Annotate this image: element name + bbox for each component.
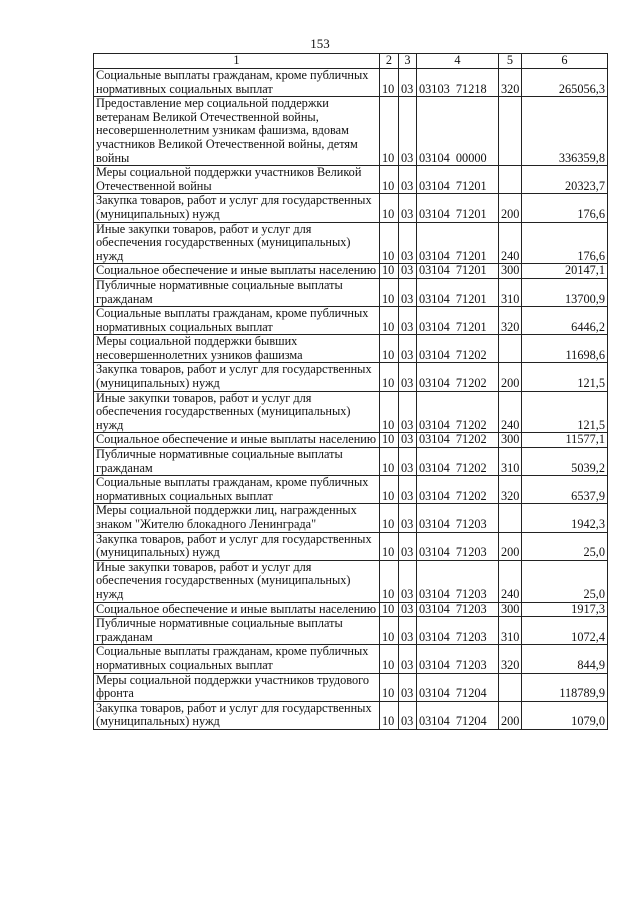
row-amount: 11698,6 (522, 335, 608, 363)
row-subsection: 03 (399, 194, 417, 222)
row-amount: 1072,4 (522, 617, 608, 645)
row-amount: 121,5 (522, 391, 608, 433)
row-expense-type: 200 (499, 363, 522, 391)
table-row (94, 560, 608, 602)
row-section: 10 (380, 97, 399, 166)
row-name: Социальные выплаты гражданам, кроме публичных нормативных социальных выплат (94, 69, 380, 97)
row-target-article: 03104 71201 (417, 264, 499, 279)
row-target-article: 03104 71201 (417, 307, 499, 335)
row-expense-type: 200 (499, 701, 522, 729)
row-section: 10 (380, 391, 399, 433)
row-subsection: 03 (399, 504, 417, 532)
row-amount: 1079,0 (522, 701, 608, 729)
column-header: 6 (522, 54, 608, 69)
row-name: Закупка товаров, работ и услуг для государственных (муниципальных) нужд (94, 363, 380, 391)
row-target-article: 03104 71204 (417, 673, 499, 701)
row-target-article: 03104 71201 (417, 166, 499, 194)
row-section: 10 (380, 645, 399, 673)
row-expense-type: 310 (499, 617, 522, 645)
row-section: 10 (380, 602, 399, 617)
row-amount: 176,6 (522, 222, 608, 264)
row-target-article: 03104 71202 (417, 335, 499, 363)
row-section: 10 (380, 264, 399, 279)
row-amount: 844,9 (522, 645, 608, 673)
table-row (94, 673, 608, 701)
row-amount: 25,0 (522, 560, 608, 602)
row-subsection: 03 (399, 166, 417, 194)
row-section: 10 (380, 673, 399, 701)
row-section: 10 (380, 222, 399, 264)
row-expense-type: 320 (499, 645, 522, 673)
row-subsection: 03 (399, 363, 417, 391)
table-row (94, 504, 608, 532)
row-target-article: 03104 71202 (417, 448, 499, 476)
row-target-article: 03104 71204 (417, 701, 499, 729)
row-section: 10 (380, 448, 399, 476)
row-target-article: 03104 71202 (417, 476, 499, 504)
row-expense-type (499, 166, 522, 194)
row-name: Социальные выплаты гражданам, кроме публичных нормативных социальных выплат (94, 307, 380, 335)
row-expense-type (499, 673, 522, 701)
row-subsection: 03 (399, 476, 417, 504)
row-section: 10 (380, 307, 399, 335)
table-header-row (94, 54, 608, 69)
column-header: 4 (417, 54, 499, 69)
row-section: 10 (380, 560, 399, 602)
row-expense-type: 320 (499, 476, 522, 504)
row-section: 10 (380, 69, 399, 97)
row-name: Закупка товаров, работ и услуг для государственных (муниципальных) нужд (94, 194, 380, 222)
row-subsection: 03 (399, 673, 417, 701)
row-amount: 6446,2 (522, 307, 608, 335)
row-name: Социальное обеспечение и иные выплаты населению (94, 602, 380, 617)
row-target-article: 03104 71203 (417, 617, 499, 645)
row-amount: 1942,3 (522, 504, 608, 532)
row-name: Социальное обеспечение и иные выплаты населению (94, 433, 380, 448)
row-target-article: 03104 71201 (417, 278, 499, 306)
row-expense-type (499, 504, 522, 532)
row-target-article: 03103 71218 (417, 69, 499, 97)
table-row (94, 448, 608, 476)
row-expense-type: 310 (499, 278, 522, 306)
row-amount: 20323,7 (522, 166, 608, 194)
table-body (94, 54, 608, 730)
row-name: Иные закупки товаров, работ и услуг для обеспечения государственных (муниципальных) нужд (94, 391, 380, 433)
row-name: Социальные выплаты гражданам, кроме публичных нормативных социальных выплат (94, 645, 380, 673)
table-row (94, 617, 608, 645)
row-amount: 121,5 (522, 363, 608, 391)
row-name: Меры социальной поддержки бывших несовершеннолетних узников фашизма (94, 335, 380, 363)
column-header: 2 (380, 54, 399, 69)
row-name: Иные закупки товаров, работ и услуг для обеспечения государственных (муниципальных) нужд (94, 222, 380, 264)
table-row (94, 645, 608, 673)
row-name: Социальные выплаты гражданам, кроме публичных нормативных социальных выплат (94, 476, 380, 504)
row-name: Публичные нормативные социальные выплаты гражданам (94, 617, 380, 645)
table-row (94, 363, 608, 391)
row-subsection: 03 (399, 532, 417, 560)
row-expense-type: 200 (499, 194, 522, 222)
row-section: 10 (380, 433, 399, 448)
table-row (94, 433, 608, 448)
row-target-article: 03104 71202 (417, 433, 499, 448)
column-header: 5 (499, 54, 522, 69)
row-target-article: 03104 71203 (417, 560, 499, 602)
row-name: Меры социальной поддержки лиц, награжденных знаком "Жителю блокадного Ленинграда" (94, 504, 380, 532)
table-row (94, 476, 608, 504)
row-expense-type: 300 (499, 433, 522, 448)
row-section: 10 (380, 166, 399, 194)
row-amount: 118789,9 (522, 673, 608, 701)
row-name: Меры социальной поддержки участников трудового фронта (94, 673, 380, 701)
row-target-article: 03104 71202 (417, 391, 499, 433)
budget-table (93, 53, 608, 730)
row-section: 10 (380, 194, 399, 222)
row-subsection: 03 (399, 433, 417, 448)
row-expense-type: 240 (499, 222, 522, 264)
row-amount: 1917,3 (522, 602, 608, 617)
row-target-article: 03104 71203 (417, 602, 499, 617)
row-target-article: 03104 71203 (417, 645, 499, 673)
row-subsection: 03 (399, 335, 417, 363)
row-amount: 336359,8 (522, 97, 608, 166)
table-row (94, 69, 608, 97)
row-section: 10 (380, 278, 399, 306)
row-name: Предоставление мер социальной поддержки ветеранам Великой Отечественной войны, несовершеннолетним узникам фашизма, вдовам участников Великой Отечественной войны, детям войны (94, 97, 380, 166)
row-section: 10 (380, 532, 399, 560)
table-row (94, 166, 608, 194)
row-section: 10 (380, 701, 399, 729)
row-section: 10 (380, 617, 399, 645)
row-subsection: 03 (399, 645, 417, 673)
row-name: Публичные нормативные социальные выплаты гражданам (94, 448, 380, 476)
row-section: 10 (380, 476, 399, 504)
row-section: 10 (380, 335, 399, 363)
row-target-article: 03104 71201 (417, 194, 499, 222)
row-expense-type: 310 (499, 448, 522, 476)
row-subsection: 03 (399, 97, 417, 166)
row-expense-type: 320 (499, 69, 522, 97)
table-row (94, 335, 608, 363)
row-name: Закупка товаров, работ и услуг для государственных (муниципальных) нужд (94, 701, 380, 729)
row-target-article: 03104 00000 (417, 97, 499, 166)
row-expense-type (499, 335, 522, 363)
row-subsection: 03 (399, 307, 417, 335)
row-subsection: 03 (399, 391, 417, 433)
table-row (94, 391, 608, 433)
row-name: Иные закупки товаров, работ и услуг для обеспечения государственных (муниципальных) нужд (94, 560, 380, 602)
row-amount: 5039,2 (522, 448, 608, 476)
table-row (94, 222, 608, 264)
row-expense-type: 300 (499, 264, 522, 279)
row-expense-type: 240 (499, 391, 522, 433)
row-target-article: 03104 71203 (417, 504, 499, 532)
row-name: Меры социальной поддержки участников Великой Отечественной войны (94, 166, 380, 194)
column-header: 1 (94, 54, 380, 69)
table-row (94, 602, 608, 617)
row-target-article: 03104 71201 (417, 222, 499, 264)
row-subsection: 03 (399, 617, 417, 645)
row-expense-type: 200 (499, 532, 522, 560)
row-expense-type: 300 (499, 602, 522, 617)
table-row (94, 194, 608, 222)
row-subsection: 03 (399, 264, 417, 279)
row-section: 10 (380, 363, 399, 391)
row-subsection: 03 (399, 701, 417, 729)
row-subsection: 03 (399, 69, 417, 97)
table-row (94, 278, 608, 306)
row-amount: 11577,1 (522, 433, 608, 448)
row-target-article: 03104 71202 (417, 363, 499, 391)
row-amount: 176,6 (522, 194, 608, 222)
row-subsection: 03 (399, 278, 417, 306)
row-subsection: 03 (399, 448, 417, 476)
row-subsection: 03 (399, 602, 417, 617)
row-name: Закупка товаров, работ и услуг для государственных (муниципальных) нужд (94, 532, 380, 560)
row-subsection: 03 (399, 222, 417, 264)
row-amount: 25,0 (522, 532, 608, 560)
row-expense-type: 320 (499, 307, 522, 335)
row-amount: 6537,9 (522, 476, 608, 504)
row-target-article: 03104 71203 (417, 532, 499, 560)
table-row (94, 532, 608, 560)
row-name: Публичные нормативные социальные выплаты гражданам (94, 278, 380, 306)
table-row (94, 97, 608, 166)
row-section: 10 (380, 504, 399, 532)
row-expense-type: 240 (499, 560, 522, 602)
row-expense-type (499, 97, 522, 166)
row-amount: 265056,3 (522, 69, 608, 97)
table-row (94, 307, 608, 335)
page-number: 153 (310, 36, 330, 51)
row-amount: 13700,9 (522, 278, 608, 306)
table-row (94, 264, 608, 279)
row-subsection: 03 (399, 560, 417, 602)
column-header: 3 (399, 54, 417, 69)
row-amount: 20147,1 (522, 264, 608, 279)
row-name: Социальное обеспечение и иные выплаты населению (94, 264, 380, 279)
table-row (94, 701, 608, 729)
